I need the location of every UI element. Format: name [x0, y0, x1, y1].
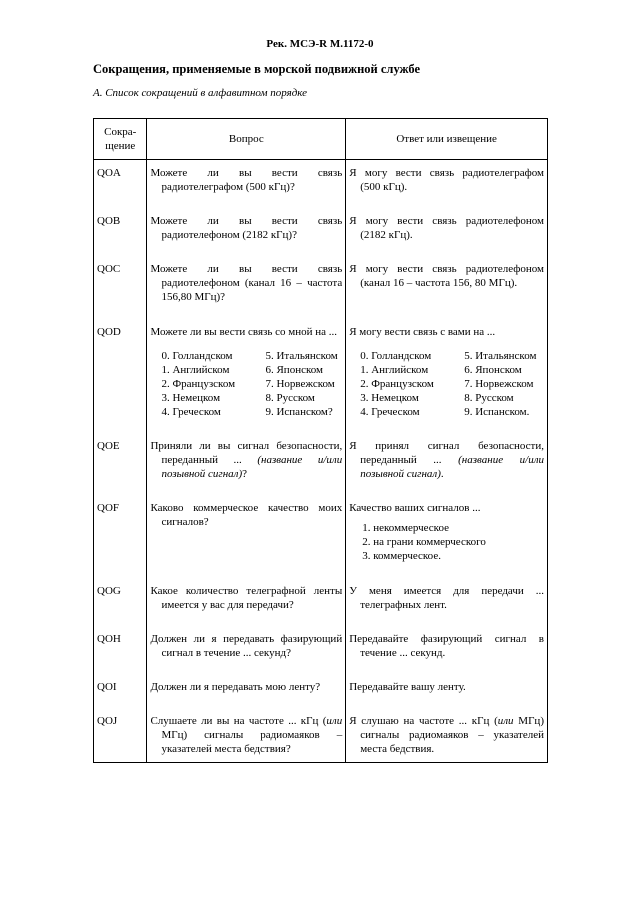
- row-question: Можете ли вы вести связь радиотелефоном (канал 16 – частота 156,80 МГц)?: [147, 256, 346, 318]
- page-title: Сокращения, применяемые в морской подвижной службе: [93, 62, 421, 76]
- row-answer: Качество ваших сигналов ... 1. некоммерческое 2. на грани коммерческого 3. коммерческое.: [346, 495, 548, 577]
- list-item: 9. Испанском?: [265, 405, 333, 418]
- list-item: 4. Греческом: [161, 405, 221, 418]
- table-row: [94, 708, 548, 763]
- row-question: Должен ли я передавать фазирующий сигнал в течение ... секунд?: [147, 626, 346, 674]
- row-code: QOH: [94, 626, 147, 674]
- list-item: 7. Норвежском: [265, 377, 335, 390]
- row-answer: Передавайте вашу ленту.: [346, 674, 548, 708]
- list-item: 3. коммерческое.: [362, 550, 441, 563]
- row-question: Можете ли вы вести связь со мной на ... 0. Голландском 1. Английском 2. Французском 3. Немецком 4. Греческом 5. Итальянском 6. Японском 7. Норвежском 8. Русском 9. Испанском?: [147, 319, 346, 433]
- list-item: 2. Французском: [161, 377, 236, 390]
- row-answer: Я слушаю на частоте ... кГц (или МГц) сигналы радиомаяков – указателей места бедствия.: [346, 708, 548, 763]
- table-row: [94, 674, 548, 708]
- list-item: 1. некоммерческое: [362, 522, 449, 535]
- row-question: Должен ли я передавать мою ленту?: [147, 674, 346, 708]
- row-code: QOE: [94, 433, 147, 495]
- list-item: 3. Немецком: [161, 391, 221, 404]
- list-item: 1. Английском: [360, 363, 429, 376]
- row-question: Приняли ли вы сигнал безопасности, переданный ... (название и/или позывной сигнал)?: [147, 433, 346, 495]
- running-header: Рек. МСЭ-R M.1172-0: [266, 38, 374, 50]
- table-row: [94, 626, 548, 674]
- quality-list: [349, 521, 544, 563]
- row-answer: Я могу вести связь радиотелеграфом (500 кГц).: [346, 160, 548, 209]
- language-list: [349, 349, 544, 419]
- language-list: [150, 349, 342, 419]
- row-answer: Я могу вести связь с вами на ... 0. Голландском 1. Английском 2. Французском 3. Немецком 4. Греческом 5. Итальянском 6. Японском 7. Норвежском 8. Русском 9. Испанском.: [346, 319, 548, 433]
- row-answer: Я принял сигнал безопасности, переданный ... (название и/или позывной сигнал).: [346, 433, 548, 495]
- row-answer: Я могу вести связь радиотелефоном (канал 16 – частота 156, 80 МГц).: [346, 256, 548, 318]
- row-code: QOJ: [94, 708, 147, 763]
- table-row: [94, 495, 548, 577]
- column-header-question: Вопрос: [147, 119, 346, 160]
- list-item: 4. Греческом: [360, 405, 420, 418]
- list-item: 9. Испанском.: [464, 405, 530, 418]
- list-item: 7. Норвежском: [464, 377, 534, 390]
- list-item: 1. Английском: [161, 363, 230, 376]
- table-row: [94, 208, 548, 256]
- list-item: 8. Русском: [464, 391, 514, 404]
- table-row: [94, 256, 548, 318]
- table-row: [94, 319, 548, 433]
- list-item: 8. Русском: [265, 391, 315, 404]
- row-answer: У меня имеется для передачи ... телеграфных лент.: [346, 578, 548, 626]
- row-question: Какое количество телеграфной ленты имеется у вас для передачи?: [147, 578, 346, 626]
- list-item: 0. Голландском: [360, 349, 432, 362]
- list-item: 5. Итальянском: [464, 349, 537, 362]
- list-item: 0. Голландском: [161, 349, 233, 362]
- row-code: QOF: [94, 495, 147, 577]
- table-row: [94, 433, 548, 495]
- row-question: Слушаете ли вы на частоте ... кГц (или МГц) сигналы радиомаяков – указателей места бедствия?: [147, 708, 346, 763]
- row-code: QOG: [94, 578, 147, 626]
- list-item: 3. Немецком: [360, 391, 419, 404]
- row-code: QOA: [94, 160, 147, 209]
- list-item: 6. Японском: [464, 363, 522, 376]
- row-code: QOB: [94, 208, 147, 256]
- row-code: QOC: [94, 256, 147, 318]
- column-header-abbr: Сокра- щение: [94, 119, 147, 160]
- column-header-answer: Ответ или извещение: [346, 119, 548, 160]
- table-row: [94, 160, 548, 209]
- list-item: 5. Итальянском: [265, 349, 338, 362]
- abbreviations-table: [93, 118, 548, 763]
- row-code: QOD: [94, 319, 147, 433]
- section-subtitle: A. Список сокращений в алфавитном порядке: [93, 87, 308, 99]
- row-code: QOI: [94, 674, 147, 708]
- list-item: 2. Французском: [360, 377, 434, 390]
- row-answer: Передавайте фазирующий сигнал в течение ... секунд.: [346, 626, 548, 674]
- row-answer: Я могу вести связь радиотелефоном (2182 кГц).: [346, 208, 548, 256]
- row-question: Каково коммерческое качество моих сигналов?: [147, 495, 346, 577]
- list-item: 2. на грани коммерческого: [362, 536, 486, 549]
- list-item: 6. Японском: [265, 363, 323, 376]
- row-question: Можете ли вы вести связь радиотелеграфом (500 кГц)?: [147, 160, 346, 209]
- table-row: [94, 578, 548, 626]
- table-header-row: [94, 119, 548, 160]
- row-question: Можете ли вы вести связь радиотелефоном (2182 кГц)?: [147, 208, 346, 256]
